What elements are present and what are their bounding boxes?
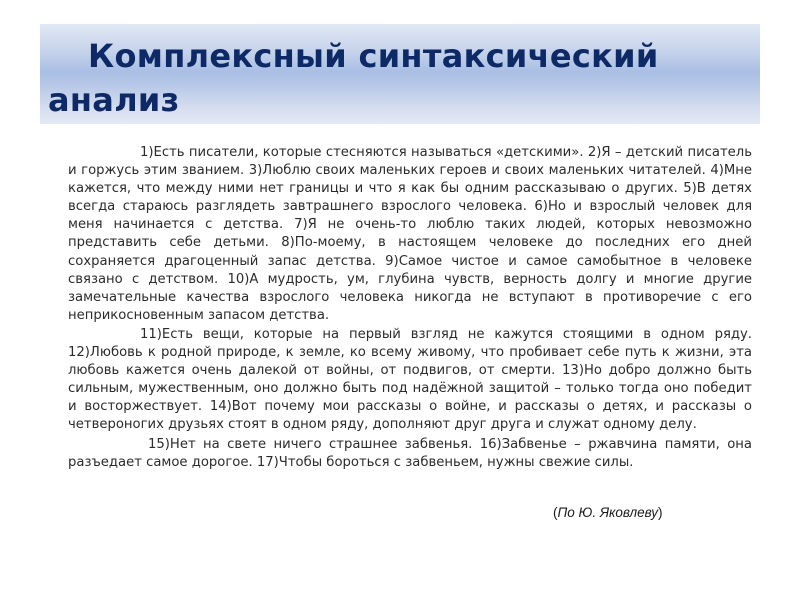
text-body [68,144,752,472]
attribution-author: По Ю. Яковлеву [557,505,658,520]
paragraph-1: 1)Есть писатели, которые стесняются называться «детскими». 2)Я – детский писатель и горжусь этим званием. 3)Люблю своих маленьких героев и своих маленьких читателей. 4)Мне кажется, что между ними нет границы и что я как бы одним рассказываю о других. 5)В детях всегда стараюсь разглядеть завтрашнего взрослого человека. 6)Но и взрослый человек для меня начинается с детства. 7)Я не очень-то люблю таких людей, которых невозможно представить себе детьми. 8)По-моему, в настоящем человеке до последних его дней сохраняется драгоценный запас детства. 9)Самое чистое и самое самобытное в человеке связано с детством. 10)А мудрость, ум, глубина чувств, верность долгу и многие другие замечательные качества взрослого человека никогда не вступают в противоречие с его неприкосновенным запасом детства. [68,145,752,323]
attribution [553,505,663,520]
attribution-close-paren: ) [658,505,663,520]
slide-title: Комплексный синтаксический анализ [48,37,659,119]
paragraph-2: 11)Есть вещи, которые на первый взгляд не кажутся стоящими в одном ряду. 12)Любовь к родной природе, к земле, ко всему живому, что пробивает себе путь к жизни, эта любовь кажется очень далекой от войны, от подвигов, от смерти. 13)Но добро должно быть сильным, мужественным, оно должно быть под надёжной защитой – только тогда оно победит и восторжествует. 14)Вот почему мои рассказы о войне, и рассказы о детях, и рассказы о четвероногих друзьях стоят в одном ряду, дополняют друг друга и служат одному делу. [68,326,752,433]
slide-title-banner [40,24,760,124]
attribution-open-paren: ( [553,505,558,520]
paragraph-3: 15)Нет на свете ничего страшнее забвенья. 16)Забвенье – ржавчина памяти, она разъедает самое дорогое. 17)Чтобы бороться с забвеньем, нужны свежие силы. [68,436,752,470]
